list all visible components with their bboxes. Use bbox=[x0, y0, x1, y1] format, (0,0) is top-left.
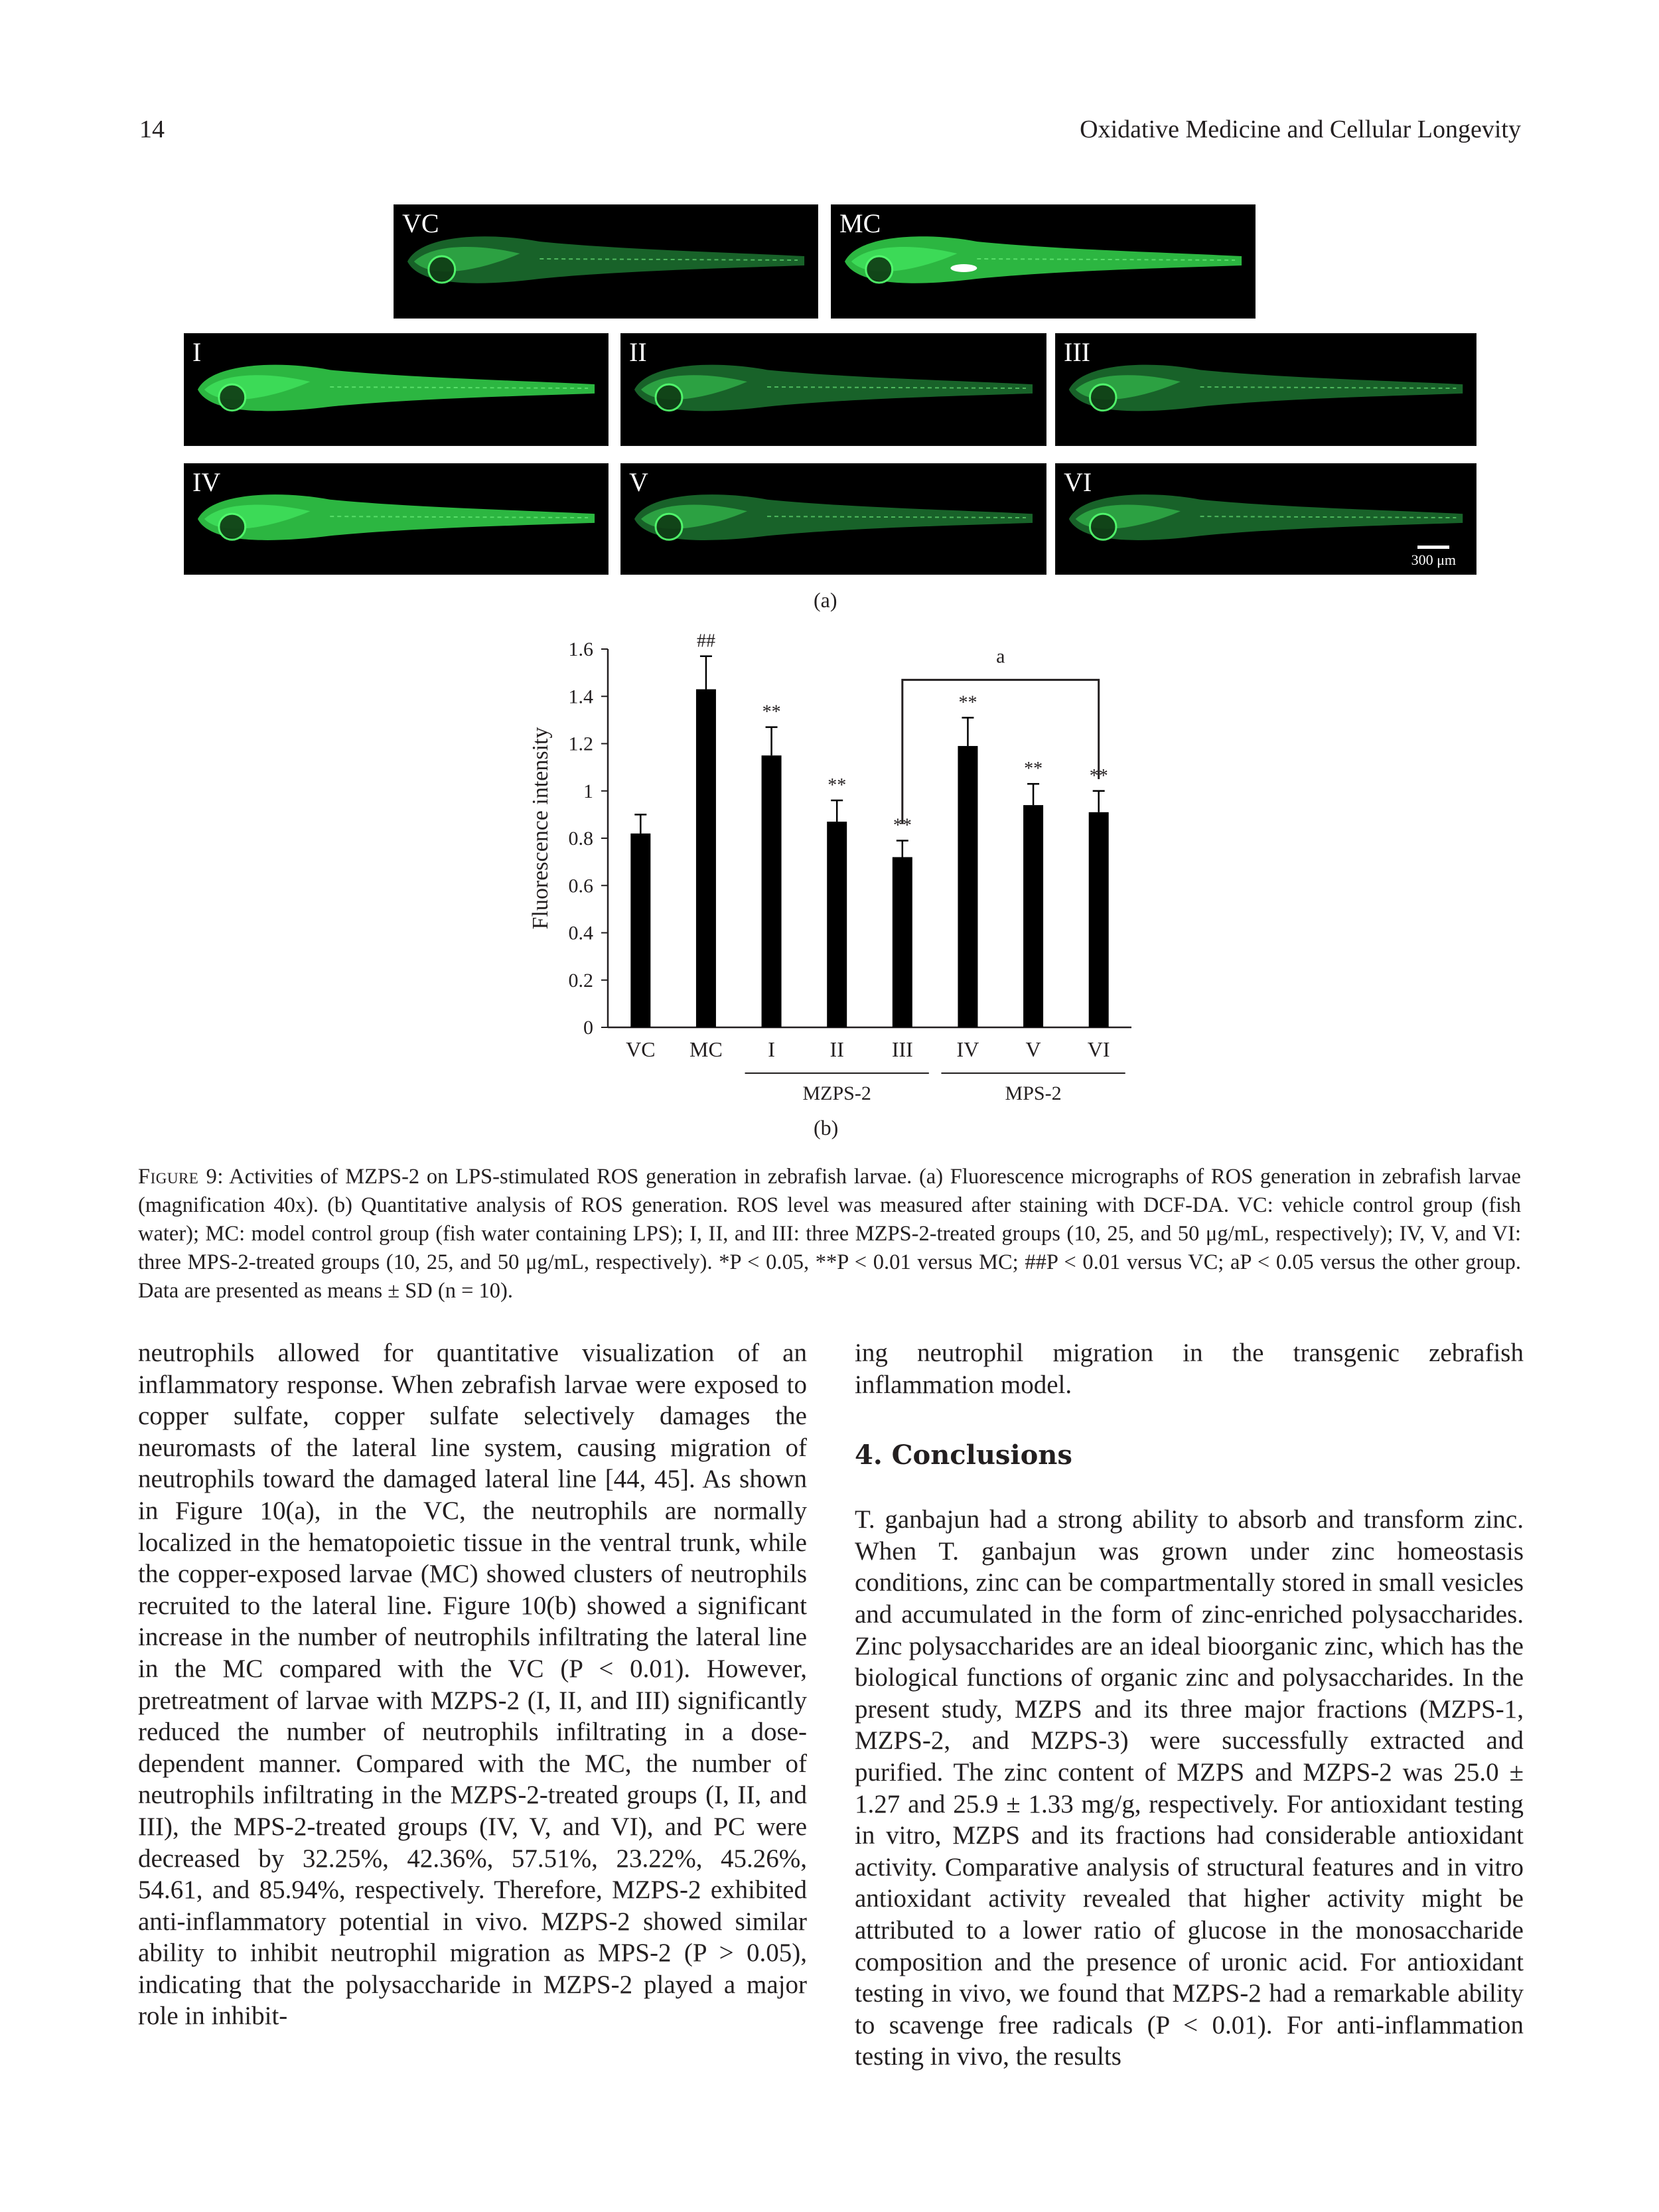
figure-sublabel-a: (a) bbox=[814, 588, 837, 612]
x-tick-label: II bbox=[830, 1037, 844, 1061]
figure-caption bbox=[138, 1163, 1521, 1305]
scale-bar-line bbox=[1417, 546, 1449, 549]
panel-label: IV bbox=[192, 467, 221, 497]
micrograph-panel-iii bbox=[1055, 333, 1477, 446]
significance-label: ** bbox=[1024, 759, 1043, 780]
bar bbox=[1023, 805, 1043, 1027]
significance-label: ** bbox=[958, 692, 977, 713]
page-number: 14 bbox=[139, 115, 165, 143]
body-left-column bbox=[138, 1337, 807, 2032]
paragraph: neutrophils allowed for quantitative visualization of an inflammatory response. When zebrafish larvae were exposed to copper sulfate, copper sulfate selectively damages the neuromasts of the lateral line system, causing migration of neutrophils toward the damaged lateral line [44, 45]. As shown in Figure 10(a), in the VC, the neutrophils are normally localized in the hematopoietic tissue in the ventral trunk, while the copper-exposed larvae (MC) showed clusters of neutrophils recruited to the lateral line. Figure 10(b) showed a significant increase in the number of neutrophils infiltrating the lateral line in the MC compared with the VC (P < 0.01). However, pretreatment of larvae with MZPS-2 (I, II, and III) significantly reduced the number of neutrophils infiltrating in a dose-dependent manner. Compared with the MC, the number of neutrophils infiltrating in the MZPS-2-treated groups (I, II, and III), the MPS-2-treated groups (IV, V, and VI), and PC were decreased by 32.25%, 42.36%, 57.51%, 23.22%, 45.26%, 54.61, and 85.94%, respectively. Therefore, MZPS-2 exhibited anti-inflammatory potential in vivo. MZPS-2 showed similar ability to inhibit neutrophil migration as MPS-2 (P > 0.05), indicating that the polysaccharide in MZPS-2 played a major role in inhibit- bbox=[138, 1339, 807, 2031]
micrograph-panel-iv bbox=[184, 463, 609, 575]
y-tick-label: 1 bbox=[583, 780, 593, 802]
micrograph-panel-v bbox=[620, 463, 1046, 575]
panel-label: II bbox=[629, 337, 647, 367]
micrograph-panel-ii bbox=[620, 333, 1046, 446]
body-right-column bbox=[855, 1337, 1524, 2073]
panel-label: V bbox=[629, 467, 648, 497]
bar bbox=[893, 857, 912, 1028]
journal-title: Oxidative Medicine and Cellular Longevity bbox=[1080, 115, 1521, 143]
significance-label: ** bbox=[828, 775, 847, 796]
micrograph-panel-vi bbox=[1055, 463, 1477, 575]
panel-label: VI bbox=[1064, 467, 1092, 497]
bar bbox=[762, 755, 782, 1027]
y-tick-label: 0.4 bbox=[568, 922, 593, 944]
paragraph: T. ganbajun had a strong ability to absorb and transform zinc. When T. ganbajun was grown under zinc homeostasis conditions, zinc can be compartmentally stored in small vesicles and accumulated in the form of zinc-enriched polysaccharides. Zinc polysaccharides are an ideal bioorganic zinc, which has the biological functions of organic zinc and polysaccharides. In the present study, MZPS and its three major fractions (MZPS-1, MZPS-2, and MZPS-3) were successfully extracted and purified. The zinc content of MZPS and MZPS-2 was 25.0 ± 1.27 and 25.9 ± 1.33 mg/g, respectively. For antioxidant testing in vitro, MZPS and its fractions had considerable antioxidant activity. Comparative analysis of structural features and in vitro antioxidant activity revealed that higher activity might be attributed to a lower ratio of glucose in the monosaccharide composition and the presence of uronic acid. For antioxidant testing in vivo, we found that MZPS-2 had a remarkable ability to scavenge free radicals (P < 0.01). For anti-inflammation testing in vivo, the results bbox=[855, 1505, 1524, 2071]
x-tick-label: VI bbox=[1087, 1037, 1110, 1061]
bar-chart bbox=[511, 630, 1175, 1108]
x-tick-label: III bbox=[891, 1037, 913, 1061]
y-tick-label: 1.2 bbox=[568, 733, 593, 755]
bracket-label: a bbox=[996, 645, 1005, 668]
paragraph: ing neutrophil migration in the transgenic zebrafish inflammation model. bbox=[855, 1339, 1524, 1399]
figure-sublabel-b: (b) bbox=[814, 1116, 839, 1140]
y-tick-label: 1.4 bbox=[568, 686, 593, 708]
y-tick-label: 0.2 bbox=[568, 969, 593, 992]
significance-bracket bbox=[902, 680, 1099, 824]
significance-label: ** bbox=[762, 701, 781, 723]
significance-label: ** bbox=[1089, 765, 1108, 786]
significance-label: ** bbox=[893, 815, 912, 836]
caption-text: : Activities of MZPS-2 on LPS-stimulated ROS generation in zebrafish larvae. (a) Fluorescence micrographs of ROS generation in zebrafish larvae (magnification 40x). (b) Quantitative analysis of ROS generation. ROS level was measured after staining with DCF-DA. VC: vehicle control group (fish water); MC: model control group (fish water containing LPS); I, II, and III: three MZPS-2-treated groups (10, 25, and 50 μg/mL, respectively); IV, V, and VI: three MPS-2-treated groups (10, 25, and 50 μg/mL, respectively). *P < 0.05, **P < 0.01 versus MC; ##P < 0.01 versus VC; aP < 0.05 versus the other group. Data are presented as means ± SD (n = 10). bbox=[138, 1165, 1521, 1303]
zebrafish-image bbox=[1056, 334, 1476, 445]
x-tick-label: V bbox=[1025, 1037, 1041, 1061]
zebrafish-image bbox=[184, 334, 608, 445]
y-tick-label: 0.6 bbox=[568, 875, 593, 897]
micrograph-panel-vc bbox=[394, 204, 818, 319]
x-tick-label: VC bbox=[626, 1037, 656, 1061]
panel-label: MC bbox=[839, 208, 881, 238]
group-label: MZPS-2 bbox=[802, 1082, 871, 1104]
bar bbox=[696, 690, 716, 1027]
zebrafish-image bbox=[621, 464, 1046, 574]
scale-bar-label: 300 μm bbox=[1411, 552, 1456, 568]
bar bbox=[958, 746, 977, 1027]
scale-bar bbox=[1411, 546, 1456, 569]
significance-label: ## bbox=[696, 630, 715, 652]
zebrafish-image bbox=[184, 464, 608, 574]
y-axis-label: Fluorescence intensity bbox=[528, 727, 553, 930]
bar bbox=[827, 822, 847, 1027]
y-tick-label: 1.6 bbox=[568, 638, 593, 660]
zebrafish-image bbox=[831, 205, 1255, 318]
panel-label: III bbox=[1064, 337, 1090, 367]
zebrafish-image bbox=[394, 205, 818, 318]
bar bbox=[1089, 812, 1109, 1027]
panel-label: VC bbox=[402, 208, 439, 238]
panel-label: I bbox=[192, 337, 202, 367]
x-tick-label: IV bbox=[956, 1037, 979, 1061]
group-label: MPS-2 bbox=[1005, 1082, 1062, 1104]
micrograph-panel-i bbox=[184, 333, 609, 446]
y-tick-label: 0.8 bbox=[568, 828, 593, 849]
section-heading: 4. Conclusions bbox=[855, 1439, 1072, 1471]
zebrafish-image bbox=[621, 334, 1046, 445]
x-tick-label: MC bbox=[689, 1037, 723, 1061]
y-tick-label: 0 bbox=[583, 1017, 593, 1039]
figure-label: Figure 9 bbox=[138, 1165, 218, 1189]
x-tick-label: I bbox=[768, 1037, 775, 1061]
bar bbox=[630, 834, 650, 1027]
micrograph-panel-mc bbox=[831, 204, 1256, 319]
